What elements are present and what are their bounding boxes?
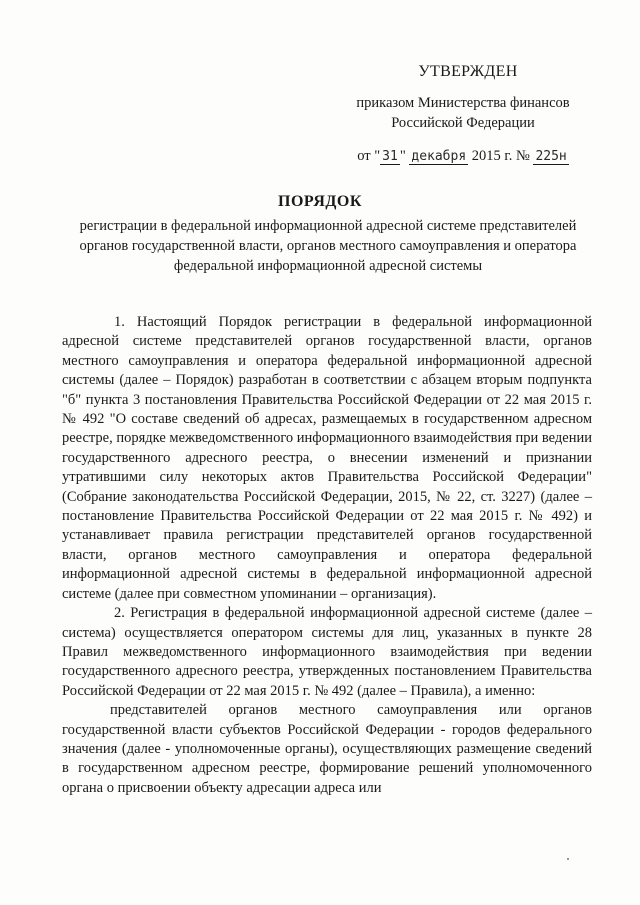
date-day: 31 bbox=[382, 149, 398, 164]
date-month: декабря bbox=[411, 149, 467, 164]
order-number: 225н bbox=[535, 149, 567, 164]
paragraph-2: 2. Регистрация в федеральной информационной адресной системе (далее – система) осуществляется оператором системы для лиц, указанных в пункте 28 Правил межведомственного информационного взаимодействия при ведении государственного адресного реестра, утвержденных постановлением Правительства Российской Федерации от 22 мая 2015 г. № 492 (далее – Правила), а именно: bbox=[62, 605, 592, 699]
document-body bbox=[62, 313, 592, 798]
approval-date-line bbox=[332, 146, 594, 166]
approval-ministry-line: Российской Федерации bbox=[391, 115, 535, 131]
date-prefix: от bbox=[357, 148, 371, 164]
scan-speck bbox=[567, 858, 569, 860]
quote-close: " bbox=[399, 148, 406, 164]
paragraph-1: 1. Настоящий Порядок регистрации в федеральной информационной адресной системе представителей органов государственной власти, органов местного самоуправления и оператора федеральной информационной адресной системы (далее – Порядок) разработан в соответствии с абзацем вторым подпункта "б" пункта 3 постановления Правительства Российской Федерации от 22 мая 2015 г. № 492 "О составе сведений об адресах, размещаемых в государственном адресном реестре, порядке межведомственного информационного взаимодействия при ведении государственного адресного реестра, о внесении изменений и признании утратившими силу некоторых актов Правительства Российской Федерации" (Собрание законодательства Российской Федерации, 2015, № 22, ст. 3227) (далее – постановление Правительства Российской Федерации от 22 мая 2015 г. № 492) и устанавливает правила регистрации представителей органов государственной власти, органов местного самоуправления и оператора федеральной информационной адресной системы в федеральной информационной адресной системе (далее при совместном упоминании – организация). bbox=[62, 314, 593, 602]
approval-block bbox=[332, 62, 594, 166]
approval-stamp: УТВЕРЖДЕН bbox=[418, 63, 518, 80]
document-title: ПОРЯДОК bbox=[278, 193, 362, 210]
document-subtitle: регистрации в федеральной информационной адресной системе представителей органов государственной власти, органов местного самоуправления и оператора федеральной информационной адресной системы bbox=[79, 218, 577, 274]
approval-order-line: приказом Министерства финансов bbox=[356, 95, 570, 111]
quote-open: " bbox=[374, 148, 381, 164]
date-year: 2015 г. № bbox=[471, 148, 530, 164]
paragraph-3: представителей органов местного самоуправления или органов государственной власти субъектов Российской Федерации - городов федерального значения (далее - уполномоченные органы), осуществляющих размещение сведений в государственном адресном реестре, формирование решений уполномоченного органа о присвоении объекту адресации адреса или bbox=[62, 702, 592, 796]
